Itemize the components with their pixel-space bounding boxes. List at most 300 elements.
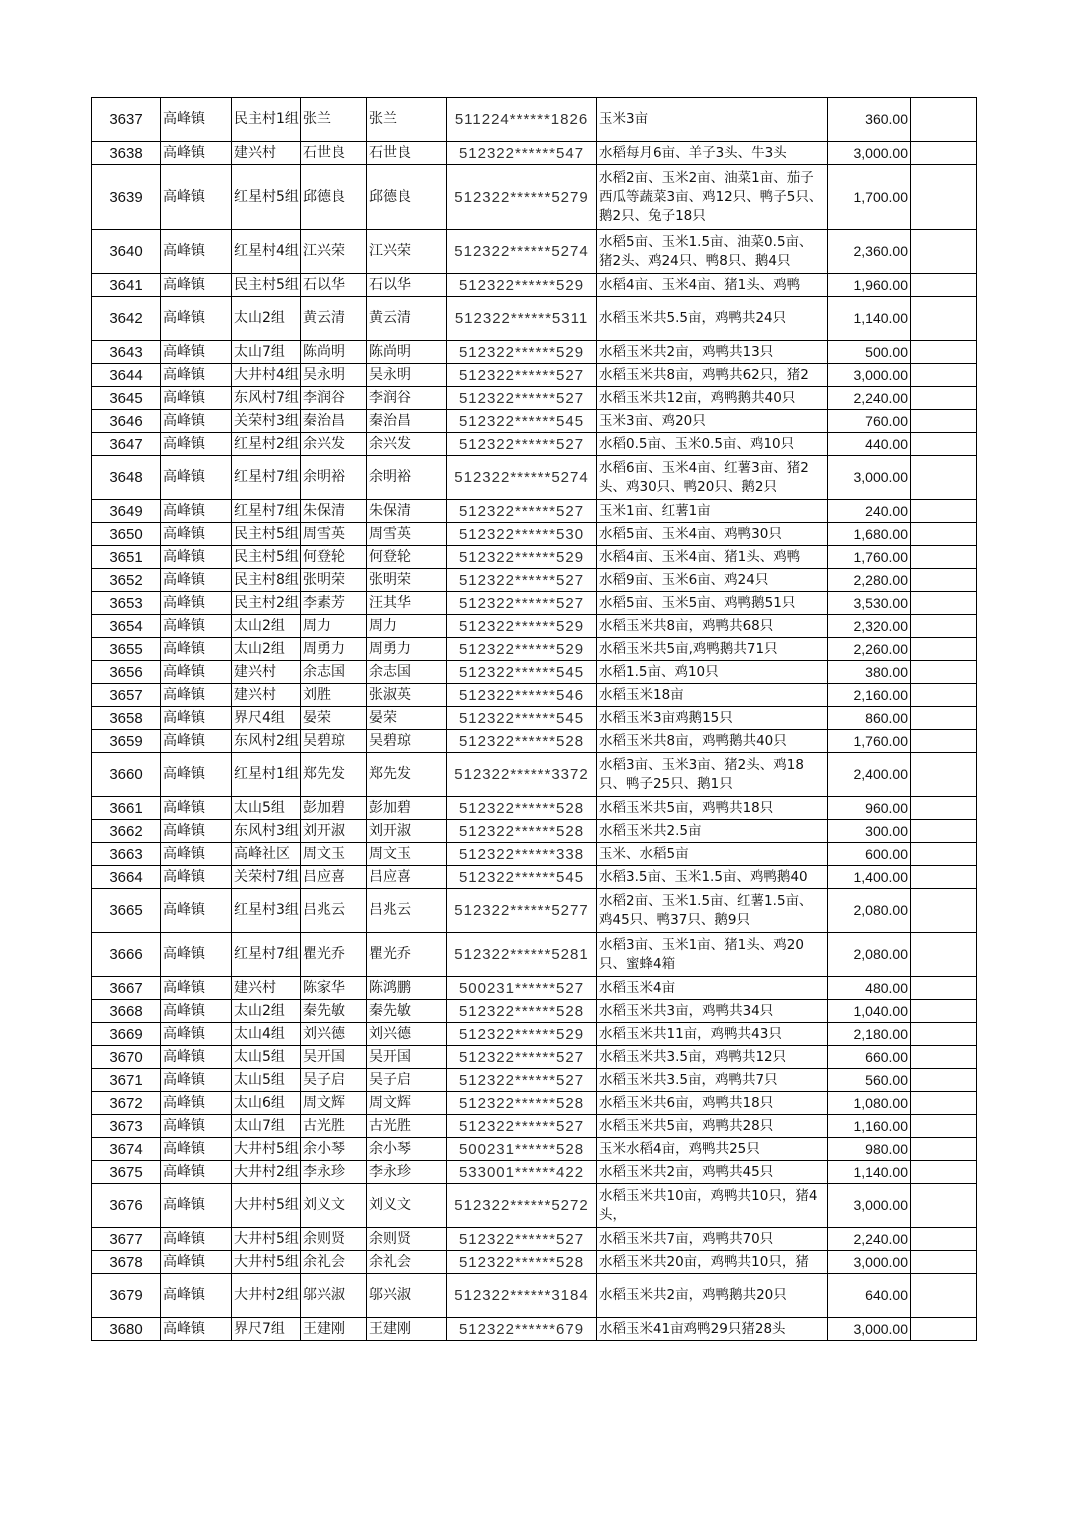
row-number: 3678 (92, 1251, 161, 1274)
table-row (92, 165, 977, 230)
table-row (92, 977, 977, 1000)
note-cell (911, 341, 977, 364)
village-cell: 民主村5组 (232, 546, 301, 569)
applicant-cell: 周文辉 (301, 1092, 367, 1115)
description-cell: 水稻2亩、玉米1.5亩、红薯1.5亩、鸡45只、鸭37只、鹅9只 (597, 889, 828, 933)
applicant-cell: 周文玉 (301, 843, 367, 866)
row-number: 3656 (92, 661, 161, 684)
payee-cell: 陈鸿鹏 (367, 977, 447, 1000)
description-cell: 玉米水稻4亩，鸡鸭共25只 (597, 1138, 828, 1161)
table-row (92, 523, 977, 546)
id-number-cell: 500231******527 (447, 977, 597, 1000)
description-cell: 水稻玉米共8亩，鸡鸭鹅共40只 (597, 730, 828, 753)
table-row (92, 1251, 977, 1274)
id-number-cell: 512322******527 (447, 433, 597, 456)
amount-cell: 2,280.00 (828, 569, 911, 592)
town-cell: 高峰镇 (161, 730, 232, 753)
applicant-cell: 石世良 (301, 142, 367, 165)
id-number-cell: 512322******545 (447, 707, 597, 730)
id-number-cell: 512322******527 (447, 592, 597, 615)
description-cell: 水稻玉米共2.5亩 (597, 820, 828, 843)
note-cell (911, 274, 977, 297)
village-cell: 太山2组 (232, 297, 301, 341)
row-number: 3676 (92, 1184, 161, 1228)
town-cell: 高峰镇 (161, 1000, 232, 1023)
town-cell: 高峰镇 (161, 753, 232, 797)
description-cell: 水稻5亩、玉米4亩、鸡鸭30只 (597, 523, 828, 546)
amount-cell: 2,080.00 (828, 933, 911, 977)
amount-cell: 3,530.00 (828, 592, 911, 615)
description-cell: 水稻玉米共2亩，鸡鸭共13只 (597, 341, 828, 364)
table-row (92, 615, 977, 638)
table-row (92, 684, 977, 707)
payee-cell: 何登轮 (367, 546, 447, 569)
row-number: 3670 (92, 1046, 161, 1069)
payee-cell: 邱德良 (367, 165, 447, 230)
row-number: 3664 (92, 866, 161, 889)
payee-cell: 吕兆云 (367, 889, 447, 933)
description-cell: 水稻玉米共3亩，鸡鸭共34只 (597, 1000, 828, 1023)
amount-cell: 1,080.00 (828, 1092, 911, 1115)
payee-cell: 周文玉 (367, 843, 447, 866)
town-cell: 高峰镇 (161, 274, 232, 297)
row-number: 3645 (92, 387, 161, 410)
row-number: 3639 (92, 165, 161, 230)
table-row (92, 730, 977, 753)
amount-cell: 1,960.00 (828, 274, 911, 297)
payee-cell: 余兴发 (367, 433, 447, 456)
applicant-cell: 张兰 (301, 98, 367, 142)
table-row (92, 1115, 977, 1138)
village-cell: 太山2组 (232, 1000, 301, 1023)
row-number: 3651 (92, 546, 161, 569)
description-cell: 水稻玉米共10亩，鸡鸭共10只，猪4头， (597, 1184, 828, 1228)
payee-cell: 余则贤 (367, 1228, 447, 1251)
table-row (92, 410, 977, 433)
town-cell: 高峰镇 (161, 1023, 232, 1046)
amount-cell: 1,760.00 (828, 546, 911, 569)
applicant-cell: 吴开国 (301, 1046, 367, 1069)
note-cell (911, 433, 977, 456)
id-number-cell: 512322******529 (447, 615, 597, 638)
town-cell: 高峰镇 (161, 889, 232, 933)
note-cell (911, 933, 977, 977)
amount-cell: 560.00 (828, 1069, 911, 1092)
applicant-cell: 王建刚 (301, 1318, 367, 1341)
row-number: 3669 (92, 1023, 161, 1046)
town-cell: 高峰镇 (161, 1274, 232, 1318)
note-cell (911, 707, 977, 730)
table-row (92, 1184, 977, 1228)
note-cell (911, 230, 977, 274)
amount-cell: 2,400.00 (828, 753, 911, 797)
table-row (92, 1000, 977, 1023)
id-number-cell: 512322******529 (447, 1023, 597, 1046)
village-cell: 大井村5组 (232, 1228, 301, 1251)
town-cell: 高峰镇 (161, 1092, 232, 1115)
note-cell (911, 98, 977, 142)
row-number: 3657 (92, 684, 161, 707)
payee-cell: 汪其华 (367, 592, 447, 615)
id-number-cell: 512322******529 (447, 638, 597, 661)
row-number: 3665 (92, 889, 161, 933)
id-number-cell: 512322******3184 (447, 1274, 597, 1318)
note-cell (911, 1115, 977, 1138)
village-cell: 太山7组 (232, 341, 301, 364)
row-number: 3641 (92, 274, 161, 297)
row-number: 3659 (92, 730, 161, 753)
table-row (92, 1228, 977, 1251)
applicant-cell: 郑先发 (301, 753, 367, 797)
description-cell: 水稻玉米3亩鸡鹅15只 (597, 707, 828, 730)
town-cell: 高峰镇 (161, 364, 232, 387)
id-number-cell: 512322******527 (447, 1115, 597, 1138)
town-cell: 高峰镇 (161, 977, 232, 1000)
table-row (92, 661, 977, 684)
row-number: 3671 (92, 1069, 161, 1092)
note-cell (911, 889, 977, 933)
amount-cell: 2,160.00 (828, 684, 911, 707)
applicant-cell: 朱保清 (301, 500, 367, 523)
amount-cell: 1,760.00 (828, 730, 911, 753)
amount-cell: 760.00 (828, 410, 911, 433)
village-cell: 红星村1组 (232, 753, 301, 797)
town-cell: 高峰镇 (161, 410, 232, 433)
note-cell (911, 546, 977, 569)
village-cell: 太山7组 (232, 1115, 301, 1138)
applicant-cell: 秦先敏 (301, 1000, 367, 1023)
description-cell: 玉米、水稻5亩 (597, 843, 828, 866)
id-number-cell: 500231******528 (447, 1138, 597, 1161)
payee-cell: 秦先敏 (367, 1000, 447, 1023)
payee-cell: 石以华 (367, 274, 447, 297)
village-cell: 民主村1组 (232, 98, 301, 142)
payee-cell: 瞿光乔 (367, 933, 447, 977)
id-number-cell: 512322******527 (447, 500, 597, 523)
town-cell: 高峰镇 (161, 523, 232, 546)
applicant-cell: 吴子启 (301, 1069, 367, 1092)
town-cell: 高峰镇 (161, 820, 232, 843)
payee-cell: 朱保清 (367, 500, 447, 523)
town-cell: 高峰镇 (161, 615, 232, 638)
note-cell (911, 1184, 977, 1228)
applicant-cell: 李永珍 (301, 1161, 367, 1184)
description-cell: 水稻玉米共20亩，鸡鸭共10只，猪 (597, 1251, 828, 1274)
village-cell: 民主村8组 (232, 569, 301, 592)
town-cell: 高峰镇 (161, 165, 232, 230)
description-cell: 水稻每月6亩、羊子3头、牛3头 (597, 142, 828, 165)
payee-cell: 黄云清 (367, 297, 447, 341)
id-number-cell: 512322******5274 (447, 230, 597, 274)
village-cell: 东风村3组 (232, 820, 301, 843)
village-cell: 太山6组 (232, 1092, 301, 1115)
note-cell (911, 1251, 977, 1274)
town-cell: 高峰镇 (161, 569, 232, 592)
row-number: 3667 (92, 977, 161, 1000)
note-cell (911, 661, 977, 684)
applicant-cell: 刘义文 (301, 1184, 367, 1228)
description-cell: 玉米3亩 (597, 98, 828, 142)
applicant-cell: 彭加碧 (301, 797, 367, 820)
table-row (92, 1023, 977, 1046)
amount-cell: 300.00 (828, 820, 911, 843)
id-number-cell: 512322******528 (447, 797, 597, 820)
note-cell (911, 364, 977, 387)
table-row (92, 820, 977, 843)
id-number-cell: 533001******422 (447, 1161, 597, 1184)
applicant-cell: 余礼会 (301, 1251, 367, 1274)
amount-cell: 2,320.00 (828, 615, 911, 638)
table-row (92, 707, 977, 730)
description-cell: 水稻玉米共2亩，鸡鸭鹅共20只 (597, 1274, 828, 1318)
town-cell: 高峰镇 (161, 592, 232, 615)
village-cell: 关荣村7组 (232, 866, 301, 889)
description-cell: 水稻玉米18亩 (597, 684, 828, 707)
applicant-cell: 余明裕 (301, 456, 367, 500)
town-cell: 高峰镇 (161, 661, 232, 684)
note-cell (911, 1138, 977, 1161)
village-cell: 界尺7组 (232, 1318, 301, 1341)
amount-cell: 860.00 (828, 707, 911, 730)
applicant-cell: 吕应喜 (301, 866, 367, 889)
village-cell: 红星村7组 (232, 456, 301, 500)
applicant-cell: 刘胜 (301, 684, 367, 707)
table-row (92, 274, 977, 297)
table-row (92, 933, 977, 977)
id-number-cell: 512322******527 (447, 1046, 597, 1069)
note-cell (911, 638, 977, 661)
village-cell: 太山2组 (232, 615, 301, 638)
applicant-cell: 秦治昌 (301, 410, 367, 433)
note-cell (911, 1069, 977, 1092)
applicant-cell: 瞿光乔 (301, 933, 367, 977)
payee-cell: 江兴荣 (367, 230, 447, 274)
table-row (92, 98, 977, 142)
town-cell: 高峰镇 (161, 1318, 232, 1341)
note-cell (911, 1274, 977, 1318)
town-cell: 高峰镇 (161, 707, 232, 730)
id-number-cell: 512322******338 (447, 843, 597, 866)
payee-cell: 李永珍 (367, 1161, 447, 1184)
table-row (92, 364, 977, 387)
village-cell: 大井村5组 (232, 1184, 301, 1228)
table-row (92, 1274, 977, 1318)
village-cell: 东风村7组 (232, 387, 301, 410)
id-number-cell: 512322******529 (447, 546, 597, 569)
village-cell: 大井村2组 (232, 1161, 301, 1184)
village-cell: 建兴村 (232, 142, 301, 165)
table-row (92, 142, 977, 165)
payee-cell: 吕应喜 (367, 866, 447, 889)
note-cell (911, 569, 977, 592)
id-number-cell: 512322******528 (447, 820, 597, 843)
description-cell: 水稻玉米共3.5亩，鸡鸭共12只 (597, 1046, 828, 1069)
id-number-cell: 512322******527 (447, 387, 597, 410)
description-cell: 水稻玉米共11亩，鸡鸭共43只 (597, 1023, 828, 1046)
row-number: 3675 (92, 1161, 161, 1184)
applicant-cell: 张明荣 (301, 569, 367, 592)
description-cell: 玉米1亩、红薯1亩 (597, 500, 828, 523)
note-cell (911, 615, 977, 638)
village-cell: 太山2组 (232, 638, 301, 661)
description-cell: 水稻3.5亩、玉米1.5亩、鸡鸭鹅40 (597, 866, 828, 889)
id-number-cell: 512322******545 (447, 410, 597, 433)
table-row (92, 1318, 977, 1341)
note-cell (911, 142, 977, 165)
description-cell: 水稻玉米共12亩，鸡鸭鹅共40只 (597, 387, 828, 410)
town-cell: 高峰镇 (161, 843, 232, 866)
description-cell: 水稻9亩、玉米6亩、鸡24只 (597, 569, 828, 592)
payee-cell: 吴子启 (367, 1069, 447, 1092)
note-cell (911, 456, 977, 500)
description-cell: 水稻6亩、玉米4亩、红薯3亩、猪2头、鸡30只、鸭20只、鹅2只 (597, 456, 828, 500)
id-number-cell: 512322******529 (447, 274, 597, 297)
town-cell: 高峰镇 (161, 230, 232, 274)
row-number: 3644 (92, 364, 161, 387)
town-cell: 高峰镇 (161, 433, 232, 456)
table-row (92, 1092, 977, 1115)
payee-cell: 刘开淑 (367, 820, 447, 843)
applicant-cell: 邱德良 (301, 165, 367, 230)
payee-cell: 周文辉 (367, 1092, 447, 1115)
town-cell: 高峰镇 (161, 1161, 232, 1184)
applicant-cell: 周力 (301, 615, 367, 638)
description-cell: 水稻玉米共5亩，鸡鸭共28只 (597, 1115, 828, 1138)
amount-cell: 1,700.00 (828, 165, 911, 230)
amount-cell: 640.00 (828, 1274, 911, 1318)
table-row (92, 1138, 977, 1161)
row-number: 3642 (92, 297, 161, 341)
town-cell: 高峰镇 (161, 797, 232, 820)
applicant-cell: 吴永明 (301, 364, 367, 387)
payee-cell: 邬兴淑 (367, 1274, 447, 1318)
village-cell: 民主村5组 (232, 523, 301, 546)
row-number: 3677 (92, 1228, 161, 1251)
village-cell: 红星村7组 (232, 500, 301, 523)
id-number-cell: 512322******528 (447, 730, 597, 753)
id-number-cell: 512322******545 (447, 661, 597, 684)
row-number: 3662 (92, 820, 161, 843)
description-cell: 水稻玉米41亩鸡鸭29只猪28头 (597, 1318, 828, 1341)
row-number: 3663 (92, 843, 161, 866)
applicant-cell: 吕兆云 (301, 889, 367, 933)
row-number: 3661 (92, 797, 161, 820)
applicant-cell: 黄云清 (301, 297, 367, 341)
village-cell: 大井村5组 (232, 1138, 301, 1161)
table-row (92, 500, 977, 523)
row-number: 3672 (92, 1092, 161, 1115)
table-row (92, 569, 977, 592)
applicant-cell: 周雪英 (301, 523, 367, 546)
amount-cell: 2,240.00 (828, 1228, 911, 1251)
payee-cell: 彭加碧 (367, 797, 447, 820)
town-cell: 高峰镇 (161, 1228, 232, 1251)
payee-cell: 刘义文 (367, 1184, 447, 1228)
table-row (92, 546, 977, 569)
amount-cell: 1,140.00 (828, 1161, 911, 1184)
note-cell (911, 410, 977, 433)
village-cell: 建兴村 (232, 684, 301, 707)
note-cell (911, 1228, 977, 1251)
table-row (92, 592, 977, 615)
note-cell (911, 843, 977, 866)
id-number-cell: 512322******527 (447, 1069, 597, 1092)
payee-cell: 王建刚 (367, 1318, 447, 1341)
applicant-cell: 陈尚明 (301, 341, 367, 364)
id-number-cell: 512322******679 (447, 1318, 597, 1341)
row-number: 3658 (92, 707, 161, 730)
town-cell: 高峰镇 (161, 684, 232, 707)
row-number: 3660 (92, 753, 161, 797)
row-number: 3668 (92, 1000, 161, 1023)
table-row (92, 387, 977, 410)
applicant-cell: 何登轮 (301, 546, 367, 569)
description-cell: 水稻2亩、玉米2亩、油菜1亩、茄子西瓜等蔬菜3亩、鸡12只、鸭子5只、鹅2只、兔子18只 (597, 165, 828, 230)
town-cell: 高峰镇 (161, 546, 232, 569)
applicant-cell: 周勇力 (301, 638, 367, 661)
amount-cell: 2,260.00 (828, 638, 911, 661)
id-number-cell: 512322******547 (447, 142, 597, 165)
id-number-cell: 512322******527 (447, 364, 597, 387)
row-number: 3655 (92, 638, 161, 661)
town-cell: 高峰镇 (161, 500, 232, 523)
village-cell: 红星村4组 (232, 230, 301, 274)
note-cell (911, 1161, 977, 1184)
applicant-cell: 吴碧琼 (301, 730, 367, 753)
description-cell: 水稻玉米共3.5亩，鸡鸭共7只 (597, 1069, 828, 1092)
payee-cell: 吴永明 (367, 364, 447, 387)
description-cell: 玉米3亩、鸡20只 (597, 410, 828, 433)
note-cell (911, 1000, 977, 1023)
village-cell: 民主村2组 (232, 592, 301, 615)
payee-cell: 晏荣 (367, 707, 447, 730)
subsidy-table (91, 97, 977, 1341)
town-cell: 高峰镇 (161, 1069, 232, 1092)
payee-cell: 李润谷 (367, 387, 447, 410)
row-number: 3638 (92, 142, 161, 165)
table-row (92, 866, 977, 889)
row-number: 3673 (92, 1115, 161, 1138)
id-number-cell: 512322******5281 (447, 933, 597, 977)
applicant-cell: 余小琴 (301, 1138, 367, 1161)
row-number: 3680 (92, 1318, 161, 1341)
id-number-cell: 512322******5274 (447, 456, 597, 500)
description-cell: 水稻0.5亩、玉米0.5亩、鸡10只 (597, 433, 828, 456)
table-row (92, 341, 977, 364)
row-number: 3640 (92, 230, 161, 274)
description-cell: 水稻玉米共5亩,鸡鸭鹅共71只 (597, 638, 828, 661)
village-cell: 大井村4组 (232, 364, 301, 387)
description-cell: 水稻3亩、玉米1亩、猪1头、鸡20只、蜜蜂4箱 (597, 933, 828, 977)
id-number-cell: 512322******3372 (447, 753, 597, 797)
amount-cell: 3,000.00 (828, 364, 911, 387)
amount-cell: 1,040.00 (828, 1000, 911, 1023)
payee-cell: 吴开国 (367, 1046, 447, 1069)
id-number-cell: 512322******5279 (447, 165, 597, 230)
town-cell: 高峰镇 (161, 1184, 232, 1228)
note-cell (911, 1092, 977, 1115)
row-number: 3650 (92, 523, 161, 546)
table-row (92, 753, 977, 797)
id-number-cell: 512322******545 (447, 866, 597, 889)
description-cell: 水稻1.5亩、鸡10只 (597, 661, 828, 684)
note-cell (911, 866, 977, 889)
town-cell: 高峰镇 (161, 1115, 232, 1138)
row-number: 3679 (92, 1274, 161, 1318)
row-number: 3652 (92, 569, 161, 592)
village-cell: 关荣村3组 (232, 410, 301, 433)
applicant-cell: 邬兴淑 (301, 1274, 367, 1318)
